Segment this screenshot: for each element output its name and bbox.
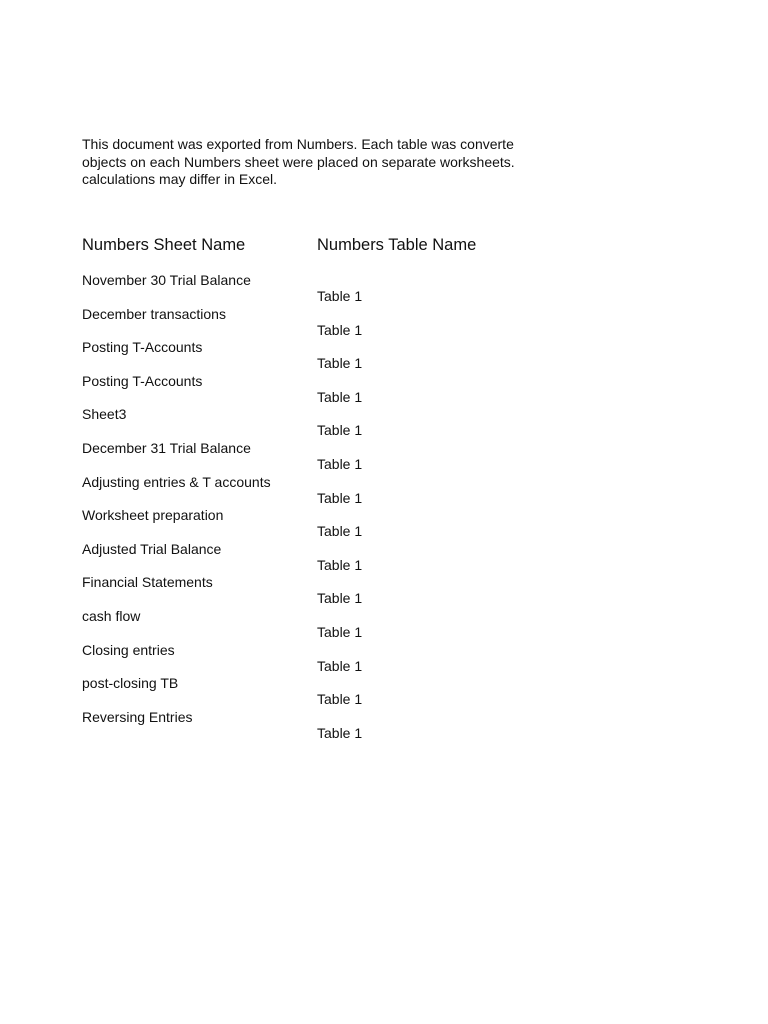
- sheet-name-cell: cash flow: [82, 608, 141, 624]
- sheet-name-cell: Adjusting entries & T accounts: [82, 473, 271, 490]
- sheet-name-cell: Reversing Entries: [82, 708, 193, 725]
- sheet-name-cell: December 31 Trial Balance: [82, 440, 251, 456]
- sheet-name-cell: December transactions: [82, 305, 226, 322]
- sheet-name-cell: Financial Statements: [82, 574, 213, 591]
- table-name-cell: Table 1: [317, 489, 363, 506]
- table-name-cell: Table 1: [317, 657, 363, 674]
- sheet-name-cell: post-closing TB: [82, 675, 179, 692]
- sheet-name-cell: November 30 Trial Balance: [82, 272, 251, 288]
- intro-line: This document was exported from Numbers. Each table was converte: [82, 136, 514, 152]
- table-name-cell: Table 1: [317, 388, 363, 405]
- sheet-name-cell: Closing entries: [82, 641, 175, 658]
- intro-paragraph: [82, 136, 552, 189]
- table-name-cell: Table 1: [317, 456, 363, 472]
- intro-line: calculations may differ in Excel.: [82, 171, 278, 187]
- table-name-cell: Table 1: [317, 288, 363, 304]
- table-name-cell: Table 1: [317, 321, 363, 338]
- table-name-cell: Table 1: [317, 590, 363, 607]
- table-name-cell: Table 1: [317, 355, 363, 372]
- sheet-name-cell: Sheet3: [82, 406, 127, 423]
- intro-line: objects on each Numbers sheet were placed on separate worksheets.: [82, 153, 515, 170]
- table-name-cell: Table 1: [317, 724, 363, 741]
- sheet-name-header: Numbers Sheet Name: [82, 236, 246, 254]
- table-name-cell: Table 1: [317, 624, 363, 640]
- table-name-cell: Table 1: [317, 422, 363, 439]
- sheet-name-cell: Posting T-Accounts: [82, 372, 203, 389]
- sheet-name-cell: Worksheet preparation: [82, 507, 224, 524]
- sheet-name-cell: Adjusted Trial Balance: [82, 540, 222, 557]
- table-name-cell: Table 1: [317, 691, 363, 708]
- table-name-header: Numbers Table Name: [317, 236, 477, 254]
- table-name-cell: Table 1: [317, 556, 363, 573]
- table-name-cell: Table 1: [317, 523, 363, 540]
- sheet-name-cell: Posting T-Accounts: [82, 339, 203, 356]
